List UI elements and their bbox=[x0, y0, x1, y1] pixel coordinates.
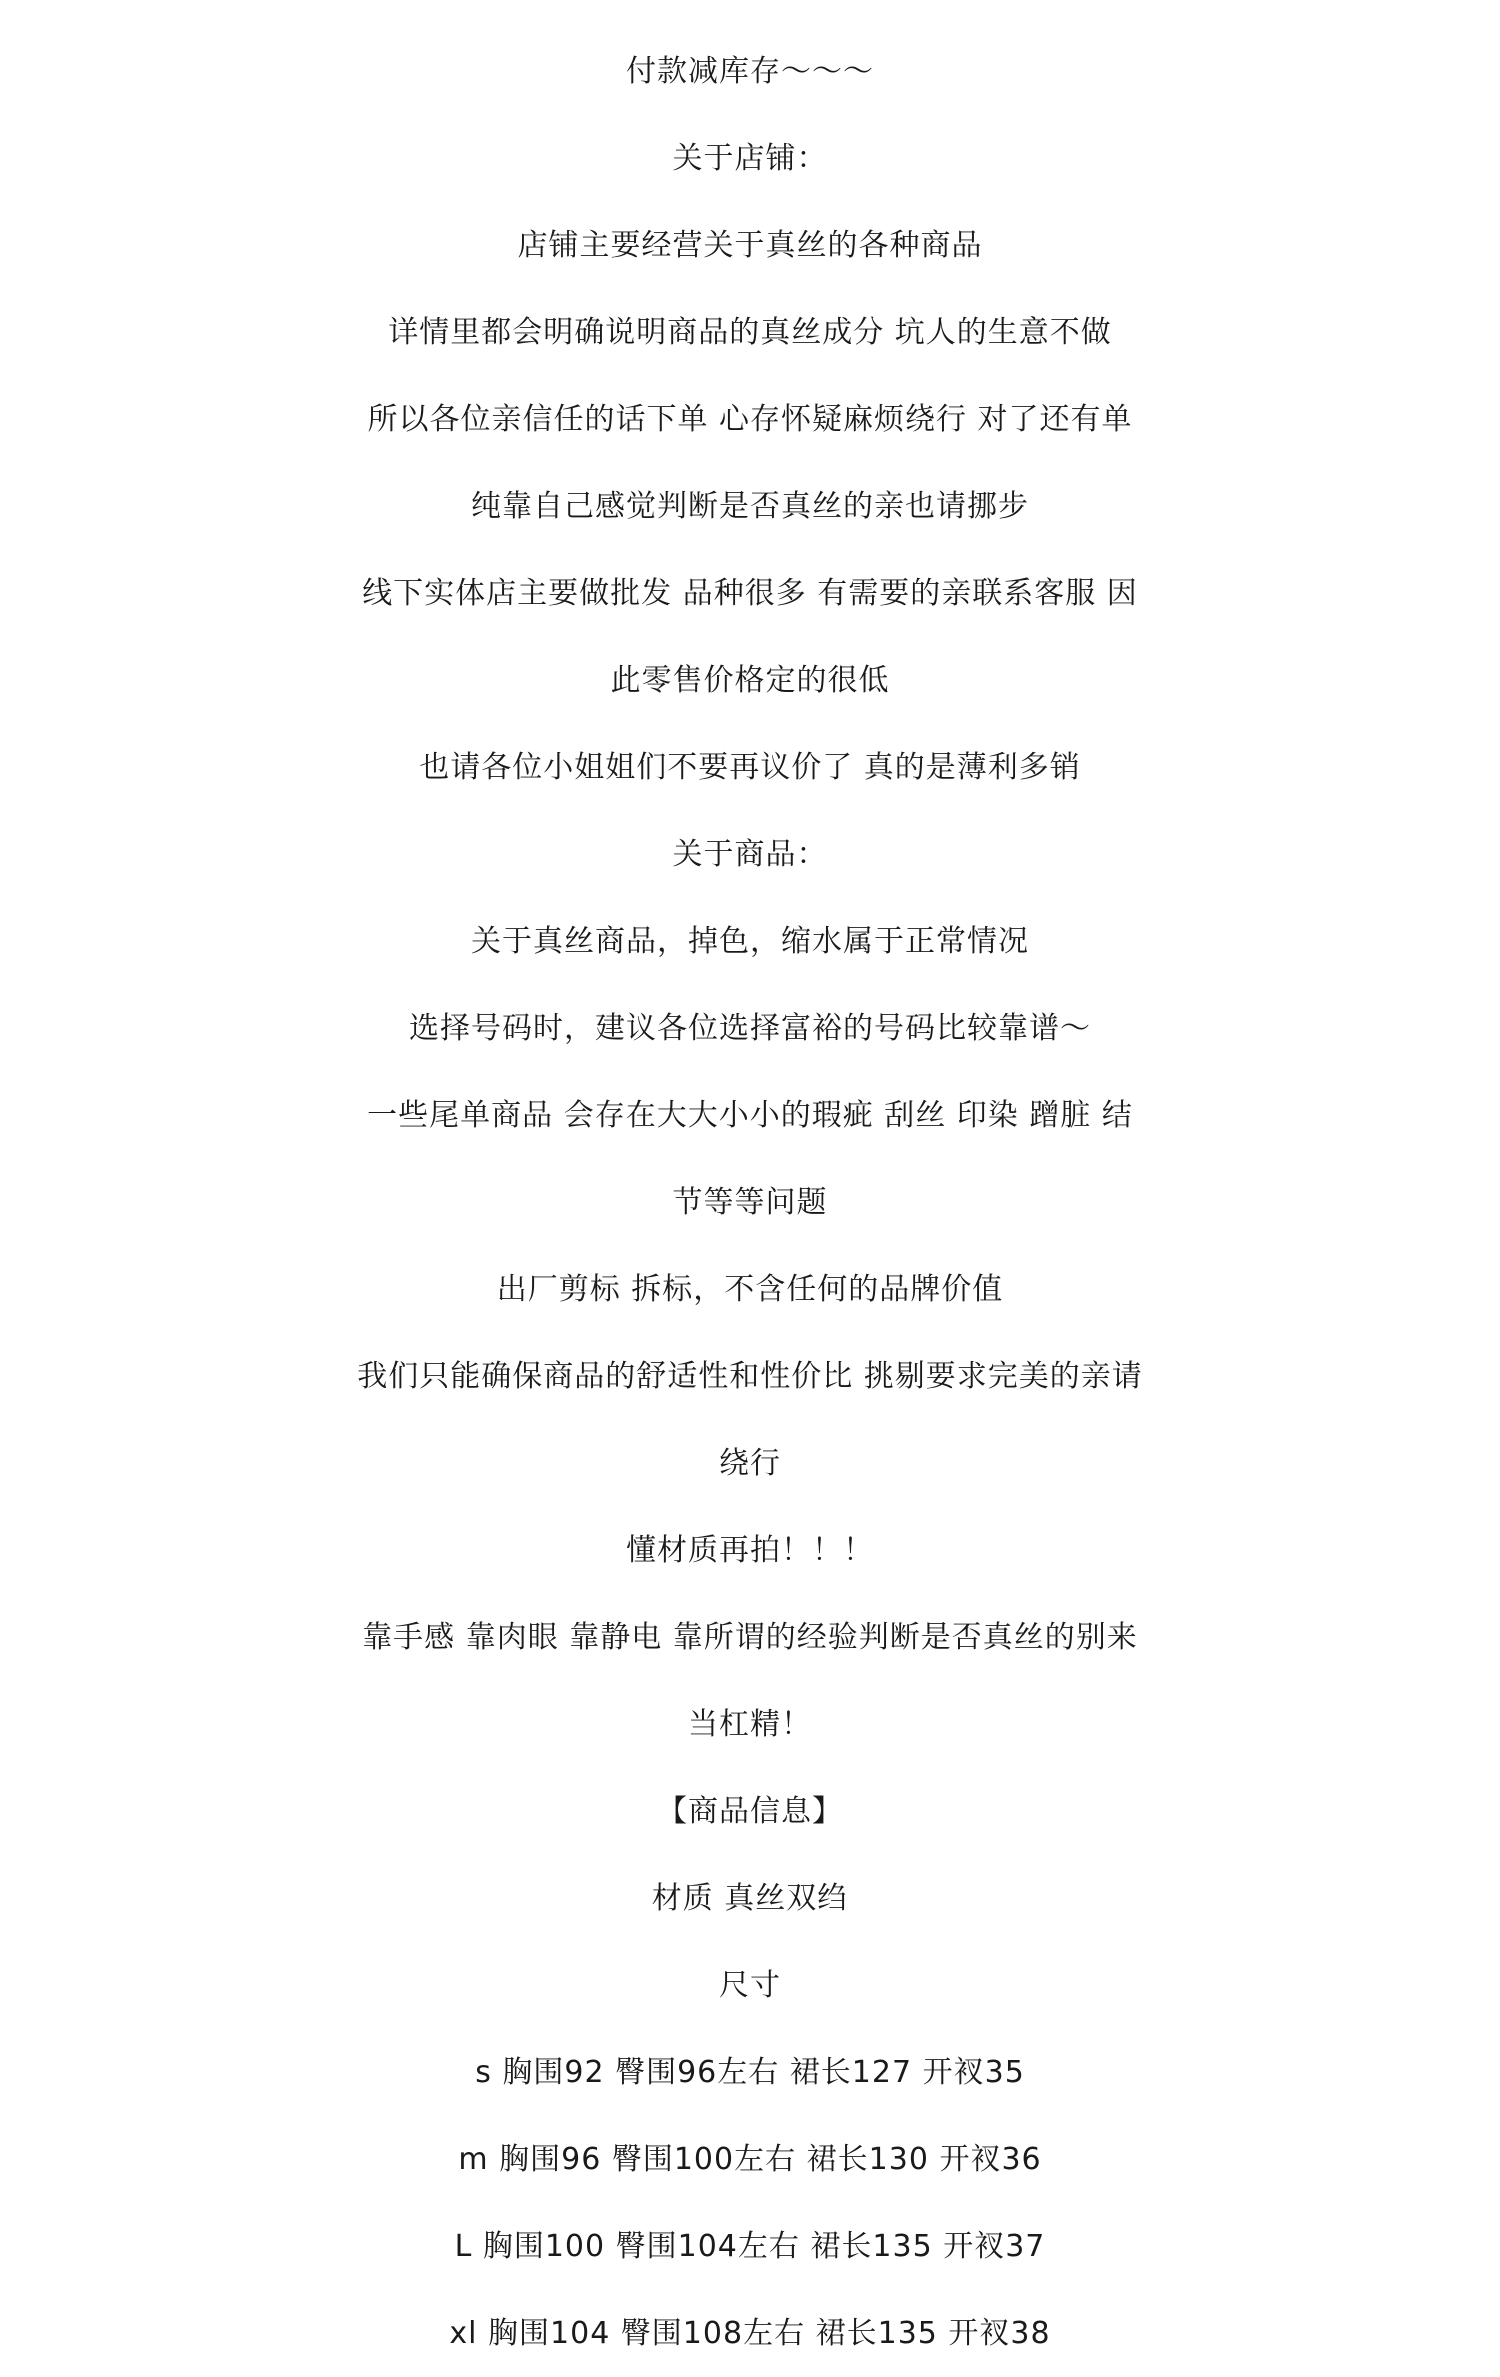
text-line-defects: 一些尾单商品 会存在大大小小的瑕疵 刮丝 印染 蹭脏 结 bbox=[367, 1098, 1133, 1133]
text-line-store-business: 店铺主要经营关于真丝的各种商品 bbox=[517, 228, 983, 263]
product-description-text bbox=[0, 28, 1500, 2377]
text-line-no-trolls: 靠手感 靠肉眼 靠静电 靠所谓的经验判断是否真丝的别来 bbox=[362, 1620, 1138, 1655]
text-line-payment-note: 付款减库存～～～ bbox=[626, 54, 874, 89]
text-line-product-heading: 关于商品： bbox=[672, 837, 828, 872]
text-line-trust: 所以各位亲信任的话下单 心存怀疑麻烦绕行 对了还有单 bbox=[367, 402, 1133, 437]
text-line-silk-content: 详情里都会明确说明商品的真丝成分 坑人的生意不做 bbox=[388, 315, 1112, 350]
text-line-material: 材质 真丝双绉 bbox=[651, 1881, 849, 1916]
text-line-size-heading: 尺寸 bbox=[719, 1968, 781, 2003]
size-row-m: m 胸围96 臀围100左右 裙长130 开衩36 bbox=[458, 2142, 1042, 2177]
text-line-no-bargain: 也请各位小姐姐们不要再议价了 真的是薄利多销 bbox=[419, 750, 1081, 785]
text-line-comfort-value: 我们只能确保商品的舒适性和性价比 挑剔要求完美的亲请 bbox=[357, 1359, 1143, 1394]
text-line-low-price: 此零售价格定的很低 bbox=[610, 663, 890, 698]
text-line-comfort-value-cont: 绕行 bbox=[719, 1446, 781, 1481]
text-line-defects-cont: 节等等问题 bbox=[672, 1185, 828, 1220]
text-line-know-material: 懂材质再拍！！！ bbox=[626, 1533, 874, 1568]
text-line-labels-cut: 出厂剪标 拆标，不含任何的品牌价值 bbox=[496, 1272, 1004, 1307]
text-line-size-advice: 选择号码时，建议各位选择富裕的号码比较靠谱～ bbox=[409, 1011, 1091, 1046]
size-row-s: s 胸围92 臀围96左右 裙长127 开衩35 bbox=[475, 2055, 1025, 2090]
text-line-wholesale: 线下实体店主要做批发 品种很多 有需要的亲联系客服 因 bbox=[362, 576, 1138, 611]
size-row-xl: xl 胸围104 臀围108左右 裙长135 开衩38 bbox=[449, 2316, 1051, 2351]
text-line-fading-shrinking: 关于真丝商品，掉色，缩水属于正常情况 bbox=[471, 924, 1029, 959]
text-line-no-trolls-cont: 当杠精！ bbox=[688, 1707, 812, 1742]
text-line-judgement: 纯靠自己感觉判断是否真丝的亲也请挪步 bbox=[471, 489, 1029, 524]
size-row-l: L 胸围100 臀围104左右 裙长135 开衩37 bbox=[454, 2229, 1046, 2264]
text-line-info-heading: 【商品信息】 bbox=[657, 1794, 843, 1829]
text-line-store-heading: 关于店铺： bbox=[672, 141, 828, 176]
